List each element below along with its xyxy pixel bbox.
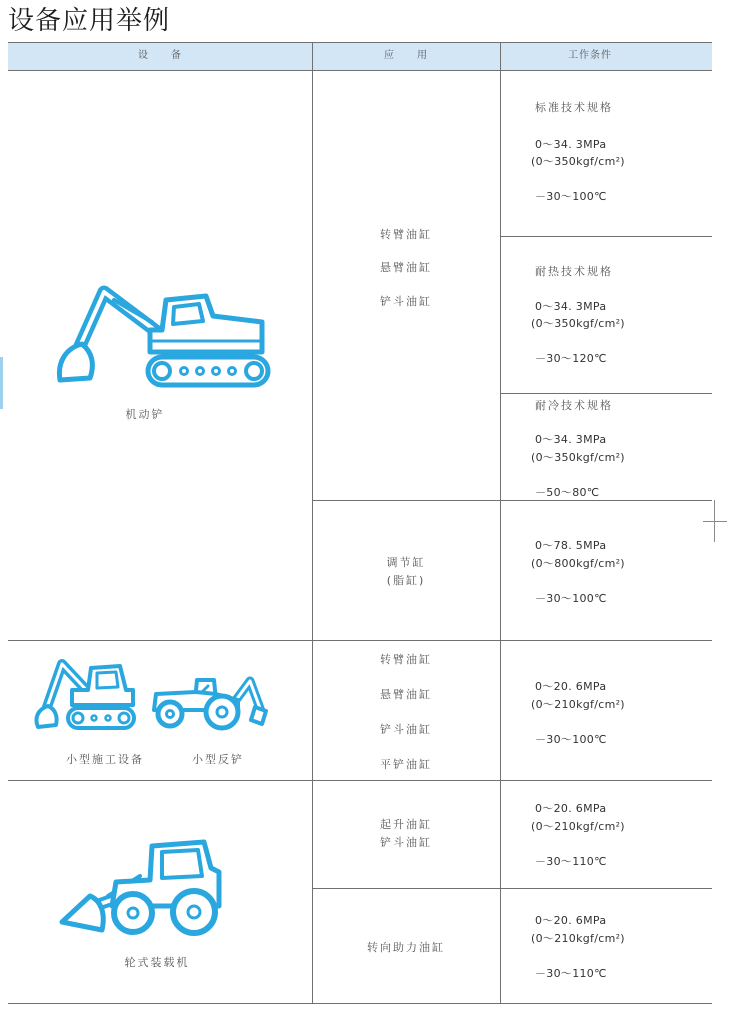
pressure-kgf: (0～210kgf/cm²) xyxy=(531,932,625,945)
pressure-mpa: 0～34. 3MPa xyxy=(535,433,607,446)
spec-label: 标准技术规格 xyxy=(535,101,613,114)
pressure-kgf: (0～800kgf/cm²) xyxy=(531,557,625,570)
pressure-mpa: 0～20. 6MPa xyxy=(535,914,607,927)
temperature-range: －30～120℃ xyxy=(535,352,607,365)
backhoe-loader-icon xyxy=(148,672,270,732)
excavator-icon xyxy=(50,280,275,392)
page-edge-tab xyxy=(0,357,3,409)
application-label: 起升油缸 xyxy=(380,818,432,831)
spec-label: 耐冷技术规格 xyxy=(535,399,613,412)
page-title: 设备应用举例 xyxy=(8,6,171,36)
application-label: 铲斗油缸 xyxy=(380,723,432,736)
pressure-kgf: (0～350kgf/cm²) xyxy=(531,451,625,464)
application-label: 转向助力油缸 xyxy=(367,941,445,954)
excavator-track xyxy=(148,357,268,385)
row-divider xyxy=(8,780,712,781)
pressure-kgf: (0～210kgf/cm²) xyxy=(531,698,625,711)
pressure-mpa: 0～20. 6MPa xyxy=(535,680,607,693)
pressure-kgf: (0～210kgf/cm²) xyxy=(531,820,625,833)
equipment-name-wheel-loader: 轮式装载机 xyxy=(124,956,190,969)
temperature-range: －30～110℃ xyxy=(535,855,607,868)
equipment-name-mini-excavator: 小型施工设备 xyxy=(66,753,144,766)
application-label: 转臂油缸 xyxy=(380,228,432,241)
column-divider xyxy=(500,42,501,1003)
pressure-kgf: (0～350kgf/cm²) xyxy=(531,317,625,330)
application-label: 转臂油缸 xyxy=(380,653,432,666)
application-label: 悬臂油缸 xyxy=(380,688,432,701)
application-label: 平铲油缸 xyxy=(380,758,432,771)
spec-divider xyxy=(500,236,712,237)
header-application: 应 用 xyxy=(384,50,428,61)
application-label: 调节缸 xyxy=(386,556,426,569)
application-divider xyxy=(312,500,712,501)
excavator-bucket xyxy=(59,344,92,380)
spec-divider xyxy=(500,393,712,394)
excavator-body xyxy=(150,296,262,352)
wheel-loader-icon xyxy=(56,836,226,940)
pressure-kgf: (0～350kgf/cm²) xyxy=(531,155,625,168)
pressure-mpa: 0～78. 5MPa xyxy=(535,539,607,552)
column-divider xyxy=(312,42,313,1003)
temperature-range: －30～100℃ xyxy=(535,733,607,746)
application-label: 铲斗油缸 xyxy=(380,836,432,849)
temperature-range: －50～80℃ xyxy=(535,486,600,499)
header-top-rule xyxy=(8,42,712,43)
table-bottom-rule xyxy=(8,1003,712,1004)
registration-mark-horizontal xyxy=(703,521,727,522)
pressure-mpa: 0～20. 6MPa xyxy=(535,802,607,815)
equipment-name-excavator: 机动铲 xyxy=(125,408,165,421)
temperature-range: －30～100℃ xyxy=(535,592,607,605)
mini-excavator-icon xyxy=(30,655,140,733)
row-divider xyxy=(8,640,712,641)
header-conditions: 工作条件 xyxy=(568,50,612,61)
temperature-range: －30～110℃ xyxy=(535,967,607,980)
header-equipment: 设 备 xyxy=(138,50,182,61)
application-label: 铲斗油缸 xyxy=(380,295,432,308)
pressure-mpa: 0～34. 3MPa xyxy=(535,300,607,313)
temperature-range: －30～100℃ xyxy=(535,190,607,203)
application-note: (脂缸) xyxy=(386,574,426,587)
spec-label: 耐热技术规格 xyxy=(535,265,613,278)
header-bottom-rule xyxy=(8,70,712,71)
equipment-name-backhoe: 小型反铲 xyxy=(192,753,244,766)
pressure-mpa: 0～34. 3MPa xyxy=(535,138,607,151)
application-label: 悬臂油缸 xyxy=(380,261,432,274)
application-divider xyxy=(312,888,712,889)
